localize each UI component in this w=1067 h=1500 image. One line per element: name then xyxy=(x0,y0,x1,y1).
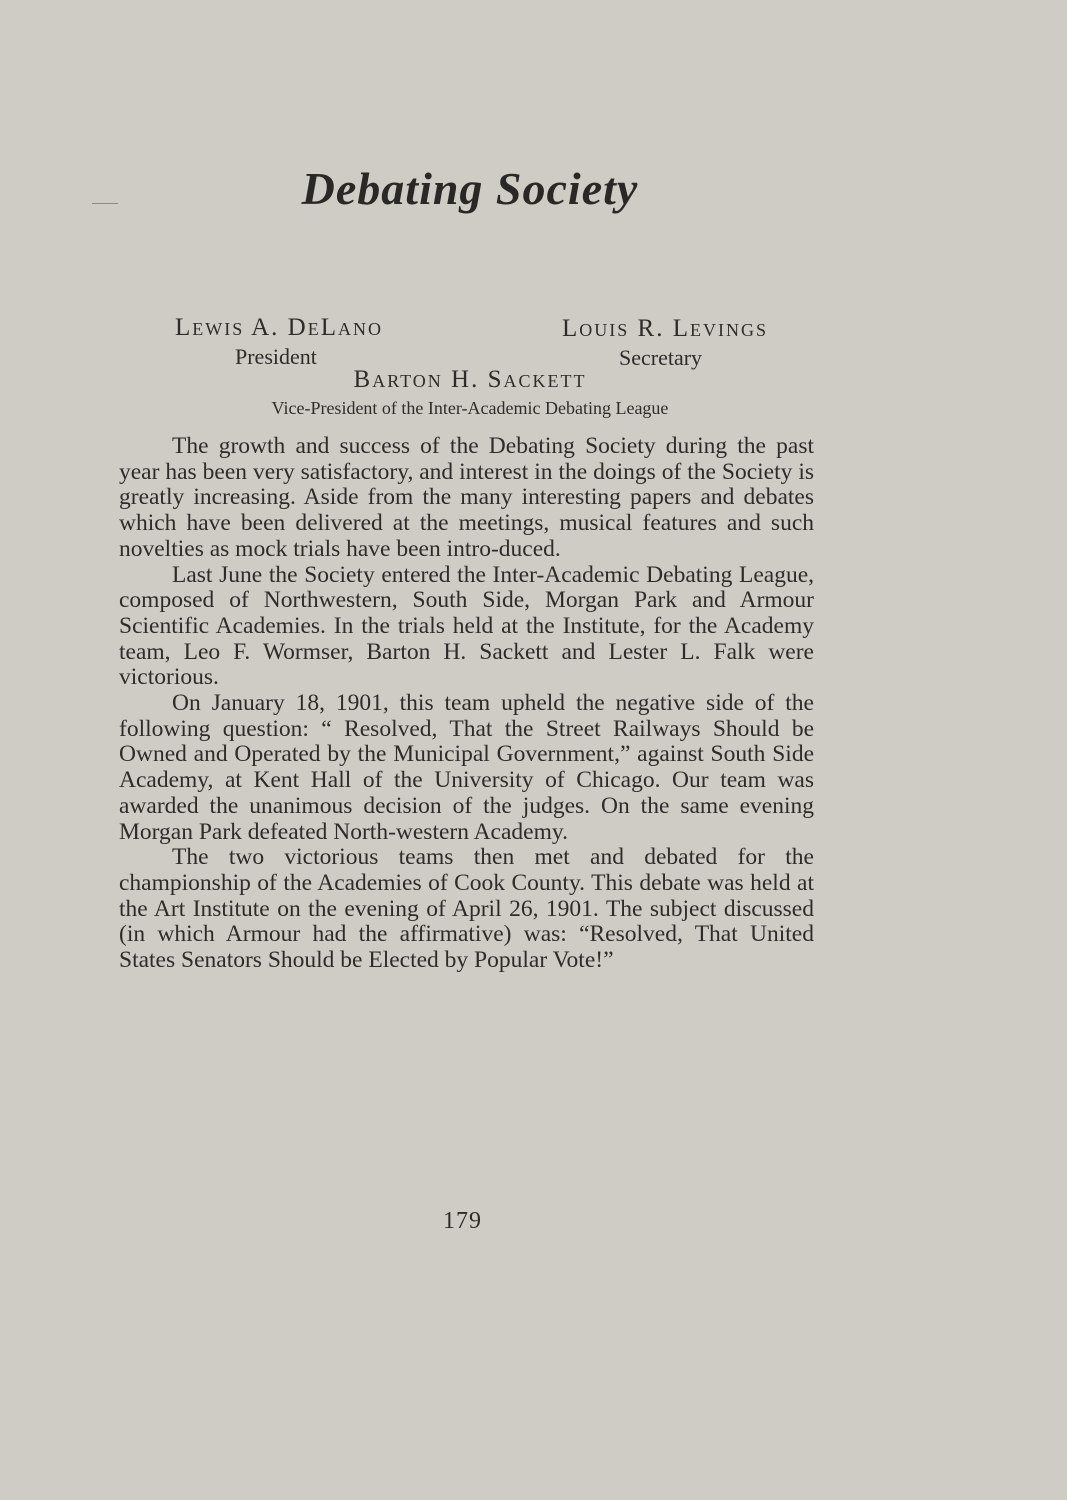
president-name: Lewis A. DeLano xyxy=(175,314,384,341)
paragraph: Last June the Society entered the Inter-Academic Debating League, composed of Northwestern, South Side, Morgan Park and Armour Scientific Academies. In the trials held at the Institute, for the Academy team, Leo F. Wormser, Barton H. Sackett and Lester L. Falk were victorious. xyxy=(119,561,814,691)
article-body xyxy=(119,434,814,974)
page-title: Debating Society xyxy=(301,163,639,214)
officer-president xyxy=(175,314,383,370)
paragraph: The two victorious teams then met and debated for the championship of the Academies of Cook County. This debate was held at the Art Institute on the evening of April 26, 1901. The subject discussed (in which Armour had the affirmative) was: “Resolved, That United States Senators Should be Elected by Popular Vote!” xyxy=(119,844,814,974)
vice-president-name: Barton H. Sackett xyxy=(353,366,587,393)
president-title: President xyxy=(235,344,317,369)
vice-president-title: Vice-President of the Inter-Academic Debating League xyxy=(271,398,669,418)
paragraph: The growth and success of the Debating Society during the past year has been very satisfactory, and interest in the doings of the Society is greatly increasing. Aside from the many interesting papers and debates which have been delivered at the meetings, musical features and such novelties as mock trials have been intro-duced. xyxy=(119,433,814,562)
page-number: 179 xyxy=(443,1208,482,1234)
secretary-title: Secretary xyxy=(619,345,703,370)
paragraph: On January 18, 1901, this team upheld the negative side of the following question: “ Resolved, That the Street Railways Should be Owned and Operated by the Municipal Government,” against South Side Academy, at Kent Hall of the University of Chicago. Our team was awarded the unanimous decision of the judges. On the same evening Morgan Park defeated North-western Academy. xyxy=(119,690,814,845)
secretary-name: Louis R. Levings xyxy=(562,315,768,342)
officer-secretary xyxy=(562,315,768,371)
